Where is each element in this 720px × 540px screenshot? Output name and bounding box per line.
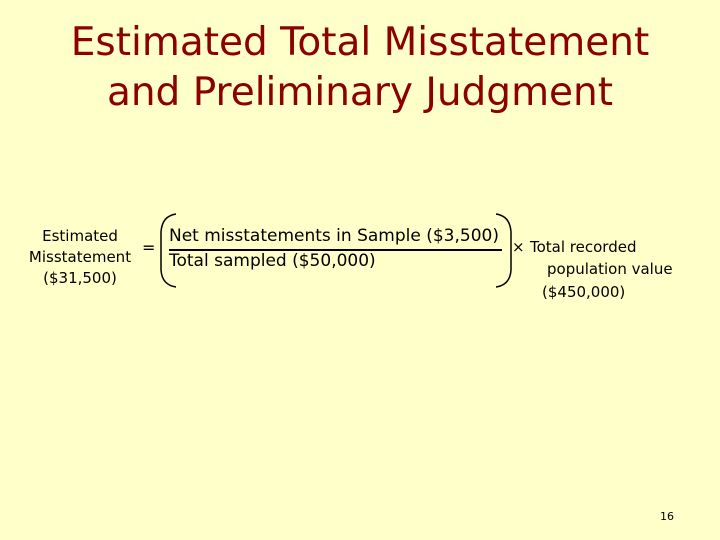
- slide-title-line-1: Estimated Total Misstatement: [70, 20, 650, 65]
- lhs-line-3: ($31,500): [43, 269, 117, 287]
- lhs-line-1: Estimated: [42, 227, 118, 245]
- rhs-line-2: population value: [547, 260, 673, 278]
- rhs-line-1: Total recorded: [530, 238, 637, 256]
- slide-title-line-2: and Preliminary Judgment: [106, 70, 614, 115]
- equals-sign: =: [142, 238, 156, 257]
- lhs-line-2: Misstatement: [28, 248, 132, 266]
- formula-numerator: Net misstatements in Sample ($3,500): [169, 226, 499, 246]
- times-sign: ×: [512, 238, 525, 256]
- page-number: 16: [660, 510, 674, 523]
- formula-denominator: Total sampled ($50,000): [169, 251, 376, 271]
- rhs-line-3: ($450,000): [542, 283, 626, 301]
